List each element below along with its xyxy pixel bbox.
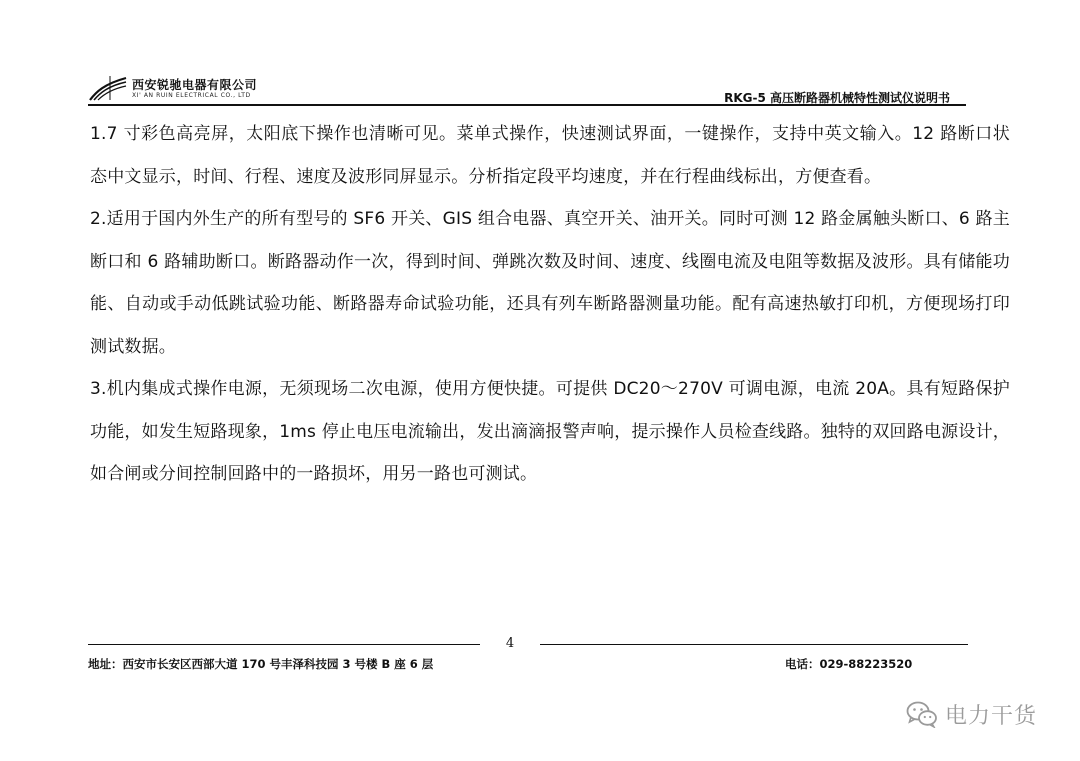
footer-phone: 电话：029-88223520 [785,657,913,671]
footer-divider-right [540,644,968,645]
footer-address: 地址：西安市长安区西部大道 170 号丰泽科技园 3 号楼 B 座 6 层 [88,657,434,671]
paragraph-1: 1.7 寸彩色高亮屏，太阳底下操作也清晰可见。菜单式操作，快速测试界面，一键操作，支持中英文输入。12 路断口状态中文显示，时间、行程、速度及波形同屏显示。分析指定段平均速度，并在行程曲线标出，方便查看。 [90,124,1010,187]
company-logo-icon [88,74,128,102]
page-number: 4 [505,636,515,651]
page-footer [88,636,968,676]
footer-divider-left [88,644,480,645]
paragraph-2: 2.适用于国内外生产的所有型号的 SF6 开关、GIS 组合电器、真空开关、油开关。同时可测 12 路金属触头断口、6 路主断口和 6 路辅助断口。断路器动作一次，得到时间、弹跳次数及时间、速度、线圈电流及电阻等数据及波形。具有储能功能、自动或手动低跳试验功能、断路器寿命试验功能，还具有列车断路器测量功能。配有高速热敏打印机，方便现场打印测试数据。 [90,209,1010,357]
watermark-text: 电力干货 [945,703,1038,729]
header-divider [88,104,966,106]
document-title: RKG-5 高压断路器机械特性测试仪说明书 [724,91,950,105]
page-header [88,74,968,104]
watermark [906,694,1037,734]
paragraph-3: 3.机内集成式操作电源，无须现场二次电源，使用方便快捷。可提供 DC20～270V 可调电源，电流 20A。具有短路保护功能，如发生短路现象，1ms 停止电压电流输出，发出滴滴报警声响，提示操作人员检查线路。独特的双回路电源设计，如合闸或分间控制回路中的一路损坏，用另一路也可测试。 [90,379,1010,484]
wechat-icon [906,700,938,728]
company-name-cn: 西安锐驰电器有限公司 [132,78,258,92]
body-content [90,113,1010,496]
company-name-en: XI' AN RUIN ELECTRICAL CO., LTD [132,92,251,99]
